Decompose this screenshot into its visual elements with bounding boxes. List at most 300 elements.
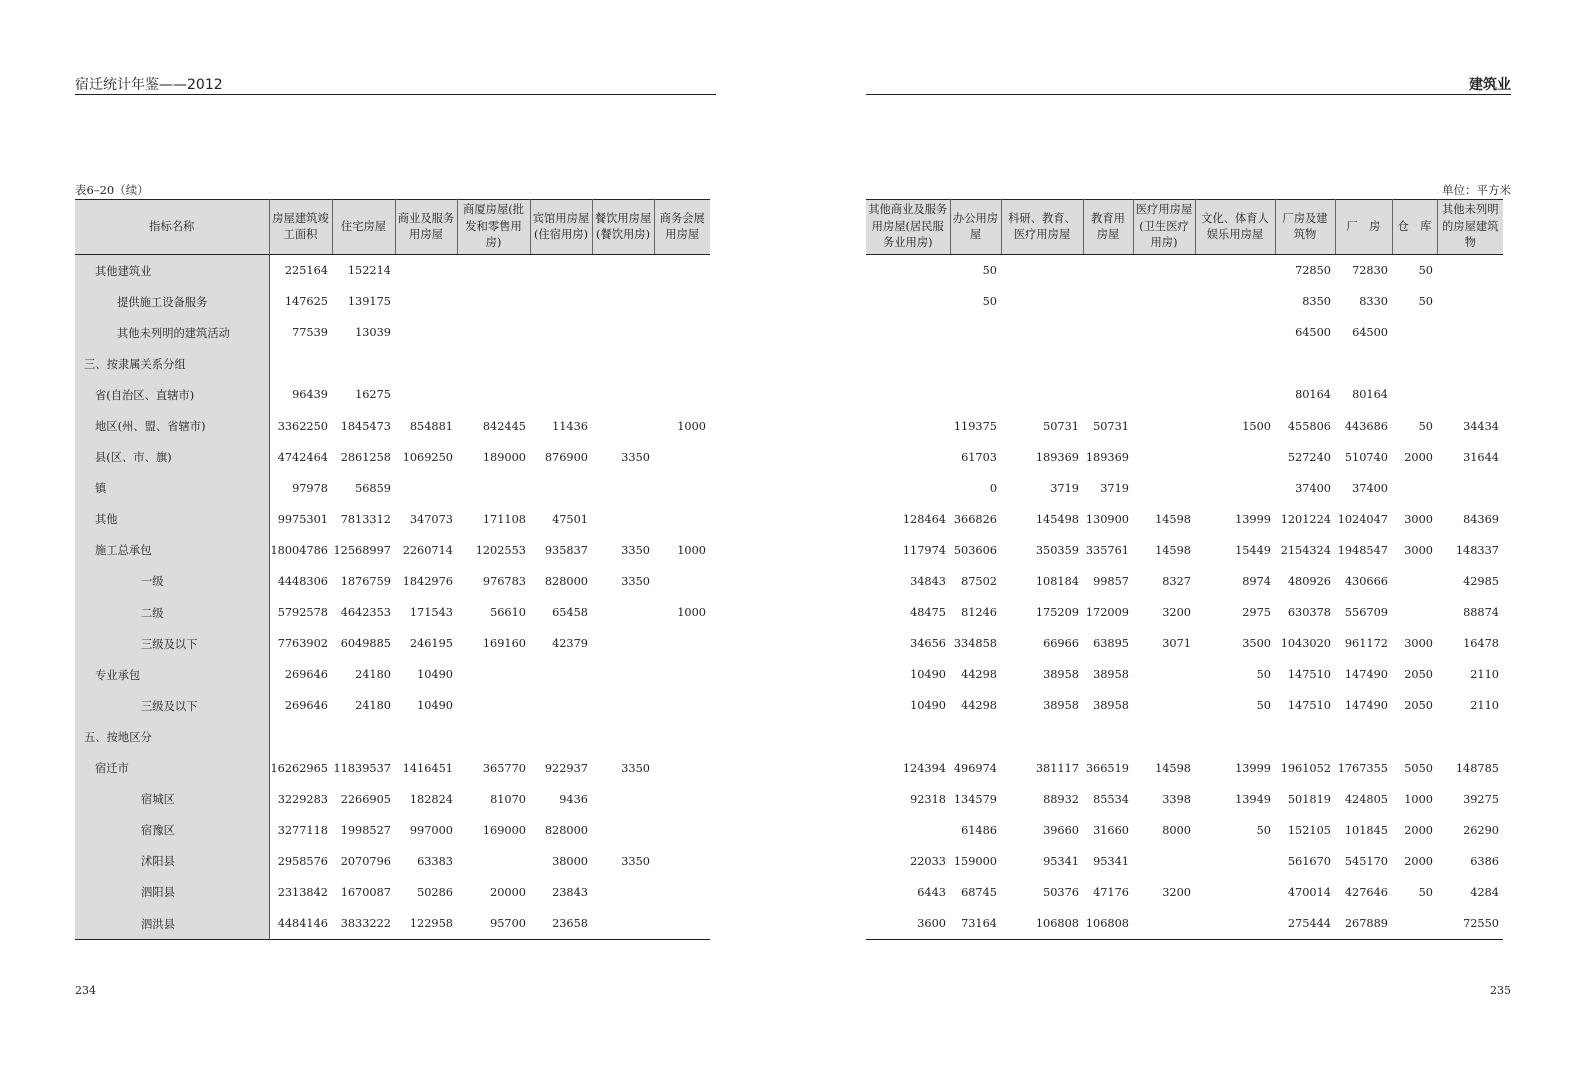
value-cell [1195, 442, 1275, 473]
value-cell [530, 379, 592, 410]
value-cell: 147490 [1344, 699, 1388, 713]
value-cell: 6443 [917, 885, 946, 899]
value-cell: 334858 [953, 637, 997, 651]
value-cell [1392, 473, 1437, 504]
value-cell: 2070796 [340, 854, 391, 868]
column-header: 商厦房屋(批发和零售用房) [457, 200, 530, 255]
value-cell [592, 348, 654, 379]
row-label: 县(区、市、旗) [95, 451, 172, 465]
table-row [75, 597, 710, 628]
value-cell: 81070 [490, 792, 526, 806]
value-cell: 4642353 [340, 606, 391, 620]
value-cell: 527240 [1287, 450, 1331, 464]
value-cell [1195, 473, 1275, 504]
value-cell: 3500 [1242, 637, 1271, 651]
value-cell [1001, 379, 1083, 410]
value-cell: 8350 [1302, 295, 1331, 309]
value-cell: 922937 [544, 761, 588, 775]
value-cell: 159000 [953, 854, 997, 868]
value-cell: 23658 [552, 917, 588, 931]
value-cell: 381117 [1035, 761, 1079, 775]
value-cell [950, 721, 1001, 752]
column-header: 厂 房 [1335, 200, 1392, 255]
value-cell: 50 [1418, 885, 1433, 899]
value-cell: 61703 [961, 450, 997, 464]
value-cell [530, 473, 592, 504]
value-cell: 50 [1418, 419, 1433, 433]
table-row [866, 317, 1503, 348]
value-cell: 171543 [409, 606, 453, 620]
value-cell [1133, 348, 1195, 379]
value-cell [1083, 317, 1133, 348]
value-cell: 3350 [621, 761, 650, 775]
value-cell: 172009 [1085, 606, 1129, 620]
value-cell: 63383 [417, 854, 453, 868]
value-cell: 23843 [552, 885, 588, 899]
value-cell [592, 784, 654, 815]
table-row [75, 908, 710, 940]
row-label: 泗阳县 [141, 886, 175, 900]
value-cell [457, 255, 530, 287]
value-cell: 510740 [1344, 450, 1388, 464]
value-cell [1195, 846, 1275, 877]
value-cell: 39660 [1043, 823, 1079, 837]
value-cell [1001, 721, 1083, 752]
value-cell [866, 815, 950, 846]
value-cell: 2266905 [340, 792, 391, 806]
value-cell [1437, 255, 1503, 287]
value-cell [592, 690, 654, 721]
row-label: 宿城区 [141, 793, 175, 807]
value-cell: 430666 [1344, 574, 1388, 588]
value-cell: 63895 [1093, 637, 1129, 651]
value-cell [457, 690, 530, 721]
right-page [866, 0, 1511, 1077]
value-cell: 15449 [1235, 543, 1271, 557]
value-cell [457, 659, 530, 690]
value-cell: 3350 [621, 450, 650, 464]
value-cell [332, 721, 395, 752]
value-cell [950, 379, 1001, 410]
value-cell: 503606 [953, 543, 997, 557]
value-cell: 1845473 [340, 419, 391, 433]
value-cell: 8330 [1359, 295, 1388, 309]
value-cell: 77539 [292, 326, 328, 340]
value-cell [1195, 877, 1275, 908]
value-cell: 18004786 [270, 543, 328, 557]
value-cell [530, 348, 592, 379]
value-cell [457, 721, 530, 752]
table-row [75, 348, 710, 379]
value-cell: 95700 [490, 917, 526, 931]
value-cell: 225164 [284, 264, 328, 278]
value-cell: 64500 [1295, 326, 1331, 340]
table-row [866, 659, 1503, 690]
value-cell: 480926 [1287, 574, 1331, 588]
value-cell [654, 877, 710, 908]
value-cell [1133, 908, 1195, 940]
column-header: 商业及服务用房屋 [395, 200, 457, 255]
column-header: 办公用房屋 [950, 200, 1001, 255]
value-cell: 976783 [482, 574, 526, 588]
value-cell: 2000 [1404, 854, 1433, 868]
table-row [866, 908, 1503, 940]
table-row [75, 255, 710, 287]
value-cell [654, 348, 710, 379]
row-label-cell [75, 659, 269, 690]
value-cell: 3071 [1162, 637, 1191, 651]
row-label-cell [75, 442, 269, 473]
row-label: 泗洪县 [141, 917, 175, 931]
value-cell [1133, 846, 1195, 877]
value-cell [654, 784, 710, 815]
value-cell: 119375 [953, 419, 997, 433]
value-cell [654, 690, 710, 721]
value-cell [654, 286, 710, 317]
value-cell: 2050 [1404, 699, 1433, 713]
value-cell: 38000 [552, 854, 588, 868]
value-cell [866, 317, 950, 348]
value-cell [1437, 286, 1503, 317]
value-cell: 1500 [1242, 419, 1271, 433]
value-cell: 2000 [1404, 823, 1433, 837]
value-cell [1133, 317, 1195, 348]
value-cell [457, 317, 530, 348]
value-cell: 1024047 [1337, 512, 1388, 526]
value-cell: 84369 [1463, 512, 1499, 526]
value-cell: 50376 [1043, 885, 1079, 899]
value-cell: 427646 [1344, 885, 1388, 899]
value-cell: 48475 [910, 606, 946, 620]
value-cell: 26290 [1463, 823, 1499, 837]
value-cell [1392, 317, 1437, 348]
table-row [866, 566, 1503, 597]
value-cell [530, 255, 592, 287]
value-cell: 1043020 [1280, 637, 1331, 651]
row-label-cell [75, 317, 269, 348]
value-cell: 42379 [552, 637, 588, 651]
value-cell: 366519 [1085, 761, 1129, 775]
value-cell: 3277118 [277, 823, 328, 837]
value-cell: 1767355 [1337, 761, 1388, 775]
value-cell: 3229283 [277, 792, 328, 806]
value-cell: 88874 [1463, 606, 1499, 620]
value-cell: 13999 [1235, 512, 1271, 526]
column-header: 厂房及建筑物 [1275, 200, 1335, 255]
value-cell: 10490 [417, 668, 453, 682]
table-row [75, 753, 710, 784]
value-cell: 169160 [482, 637, 526, 651]
value-cell: 246195 [409, 637, 453, 651]
left-page [75, 0, 716, 1077]
value-cell [654, 721, 710, 752]
value-cell [592, 815, 654, 846]
table-row [75, 442, 710, 473]
value-cell: 65458 [552, 606, 588, 620]
value-cell: 3200 [1162, 606, 1191, 620]
value-cell [457, 379, 530, 410]
value-cell: 0 [989, 481, 997, 495]
value-cell: 347073 [409, 512, 453, 526]
table-caption: 表6–20（续） [75, 183, 149, 197]
column-header: 医疗用房屋(卫生医疗用房) [1133, 200, 1195, 255]
row-label: 三级及以下 [141, 699, 198, 713]
right-running-header [866, 74, 1511, 95]
value-cell: 50 [1256, 699, 1271, 713]
value-cell: 72550 [1463, 917, 1499, 931]
value-cell [395, 721, 457, 752]
table-row [866, 286, 1503, 317]
right-header-row [866, 200, 1503, 255]
value-cell [395, 255, 457, 287]
value-cell [1083, 348, 1133, 379]
value-cell: 9975301 [277, 512, 328, 526]
table-row [75, 815, 710, 846]
value-cell: 11436 [552, 419, 588, 433]
row-label: 镇 [95, 482, 107, 496]
value-cell: 50 [982, 264, 997, 278]
value-cell [395, 286, 457, 317]
value-cell: 38958 [1093, 668, 1129, 682]
value-cell: 147490 [1344, 668, 1388, 682]
value-cell: 152105 [1287, 823, 1331, 837]
column-header: 教育用房屋 [1083, 200, 1133, 255]
value-cell [866, 442, 950, 473]
table-row [866, 379, 1503, 410]
row-label: 三级及以下 [141, 637, 198, 651]
value-cell: 80164 [1295, 388, 1331, 402]
right-table-body [866, 255, 1503, 940]
value-cell: 997000 [409, 823, 453, 837]
column-header: 住宅房屋 [332, 200, 395, 255]
value-cell [1133, 379, 1195, 410]
value-cell: 50731 [1093, 419, 1129, 433]
column-header: 其他未列明的房屋建筑物 [1437, 200, 1503, 255]
value-cell [1392, 566, 1437, 597]
value-cell [1437, 721, 1503, 752]
left-running-header [75, 74, 716, 95]
table-row [75, 846, 710, 877]
value-cell: 455806 [1287, 419, 1331, 433]
value-cell: 561670 [1287, 854, 1331, 868]
column-header: 餐饮用房屋(餐饮用房) [592, 200, 654, 255]
value-cell: 95341 [1043, 854, 1079, 868]
value-cell: 1000 [677, 419, 706, 433]
column-header: 科研、教育、医疗用房屋 [1001, 200, 1083, 255]
value-cell [1133, 286, 1195, 317]
value-cell [1133, 659, 1195, 690]
table-row [75, 566, 710, 597]
row-label: 宿迁市 [95, 762, 129, 776]
right-data-table [866, 199, 1503, 940]
table-row [866, 846, 1503, 877]
value-cell: 1069250 [402, 450, 453, 464]
row-label: 施工总承包 [95, 544, 152, 558]
value-cell: 37400 [1295, 481, 1331, 495]
row-label-cell [75, 628, 269, 659]
value-cell [1195, 255, 1275, 287]
value-cell: 424805 [1344, 792, 1388, 806]
value-cell [592, 877, 654, 908]
row-label-cell [75, 410, 269, 441]
value-cell [866, 473, 950, 504]
value-cell: 4284 [1470, 885, 1499, 899]
value-cell: 189000 [482, 450, 526, 464]
value-cell: 1961052 [1280, 761, 1331, 775]
value-cell: 1202553 [475, 543, 526, 557]
chapter-title: 建筑业 [1469, 77, 1511, 93]
value-cell [592, 410, 654, 441]
value-cell: 3398 [1162, 792, 1191, 806]
value-cell: 81246 [961, 606, 997, 620]
column-header: 商务会展用房屋 [654, 200, 710, 255]
value-cell: 1000 [677, 543, 706, 557]
value-cell [530, 317, 592, 348]
value-cell [395, 348, 457, 379]
value-cell: 147510 [1287, 668, 1331, 682]
value-cell: 876900 [544, 450, 588, 464]
row-label: 宿豫区 [141, 824, 175, 838]
value-cell: 87502 [961, 574, 997, 588]
row-label-cell [75, 877, 269, 908]
value-cell [592, 286, 654, 317]
value-cell: 854881 [409, 419, 453, 433]
value-cell: 9436 [559, 792, 588, 806]
value-cell: 108184 [1035, 574, 1079, 588]
value-cell [1133, 410, 1195, 441]
left-data-table [75, 199, 710, 940]
value-cell [1335, 348, 1392, 379]
value-cell: 85534 [1093, 792, 1129, 806]
table-row [75, 628, 710, 659]
value-cell [395, 317, 457, 348]
value-cell [592, 659, 654, 690]
value-cell: 350359 [1035, 543, 1079, 557]
value-cell [1437, 473, 1503, 504]
value-cell: 130900 [1085, 512, 1129, 526]
value-cell [866, 379, 950, 410]
value-cell [866, 286, 950, 317]
table-row [866, 348, 1503, 379]
value-cell: 31660 [1093, 823, 1129, 837]
value-cell: 16262965 [270, 761, 328, 775]
value-cell [1133, 721, 1195, 752]
value-cell [457, 846, 530, 877]
column-header: 宾馆用房屋(住宿用房) [530, 200, 592, 255]
table-row [75, 784, 710, 815]
value-cell: 8000 [1162, 823, 1191, 837]
value-cell: 38958 [1043, 668, 1079, 682]
value-cell: 50 [982, 295, 997, 309]
value-cell: 2050 [1404, 668, 1433, 682]
value-cell [1437, 379, 1503, 410]
value-cell [530, 690, 592, 721]
value-cell: 3719 [1050, 481, 1079, 495]
value-cell: 117974 [902, 543, 946, 557]
table-row [866, 504, 1503, 535]
value-cell [950, 348, 1001, 379]
value-cell: 1998527 [340, 823, 391, 837]
value-cell: 72830 [1352, 264, 1388, 278]
value-cell: 269646 [284, 699, 328, 713]
value-cell [1001, 348, 1083, 379]
value-cell: 189369 [1035, 450, 1079, 464]
value-cell: 7763902 [277, 637, 328, 651]
value-cell: 14598 [1155, 512, 1191, 526]
value-cell: 1876759 [340, 574, 391, 588]
value-cell: 842445 [482, 419, 526, 433]
value-cell [457, 473, 530, 504]
value-cell [592, 255, 654, 287]
value-cell: 72850 [1295, 264, 1331, 278]
row-label: 其他 [95, 513, 118, 527]
value-cell [866, 348, 950, 379]
value-cell: 38958 [1093, 699, 1129, 713]
value-cell: 12568997 [333, 543, 391, 557]
value-cell [1133, 690, 1195, 721]
value-cell: 34843 [910, 574, 946, 588]
row-label-cell [75, 473, 269, 504]
table-row [866, 784, 1503, 815]
value-cell: 44298 [961, 668, 997, 682]
value-cell [592, 379, 654, 410]
value-cell [1133, 442, 1195, 473]
value-cell [654, 442, 710, 473]
value-cell [654, 659, 710, 690]
value-cell: 961172 [1344, 637, 1388, 651]
value-cell: 935837 [544, 543, 588, 557]
unit-label: 单位：平方米 [1442, 183, 1511, 197]
column-header: 仓 库 [1392, 200, 1437, 255]
value-cell: 4448306 [277, 574, 328, 588]
table-row [75, 877, 710, 908]
value-cell [592, 628, 654, 659]
value-cell: 13999 [1235, 761, 1271, 775]
value-cell: 97978 [292, 481, 328, 495]
value-cell [1392, 348, 1437, 379]
value-cell [530, 286, 592, 317]
value-cell: 73164 [961, 917, 997, 931]
value-cell: 50286 [417, 885, 453, 899]
value-cell: 169000 [482, 823, 526, 837]
value-cell [1083, 286, 1133, 317]
value-cell [1437, 317, 1503, 348]
value-cell: 80164 [1352, 388, 1388, 402]
value-cell: 2975 [1242, 606, 1271, 620]
value-cell: 106808 [1085, 917, 1129, 931]
table-row [866, 628, 1503, 659]
value-cell: 37400 [1352, 481, 1388, 495]
value-cell: 2958576 [277, 854, 328, 868]
row-label: 提供施工设备服务 [117, 295, 208, 309]
left-table-body [75, 255, 710, 940]
value-cell [654, 379, 710, 410]
value-cell: 2313842 [277, 885, 328, 899]
value-cell: 7813312 [340, 512, 391, 526]
value-cell [1195, 348, 1275, 379]
value-cell: 3719 [1100, 481, 1129, 495]
row-label: 省(自治区、直辖市) [95, 388, 195, 402]
value-cell [395, 473, 457, 504]
value-cell: 10490 [910, 668, 946, 682]
row-label: 其他未列明的建筑活动 [117, 326, 230, 340]
value-cell: 2110 [1470, 699, 1499, 713]
value-cell [654, 473, 710, 504]
value-cell: 24180 [355, 668, 391, 682]
table-row [75, 504, 710, 535]
value-cell: 50 [1418, 295, 1433, 309]
value-cell [1195, 908, 1275, 940]
